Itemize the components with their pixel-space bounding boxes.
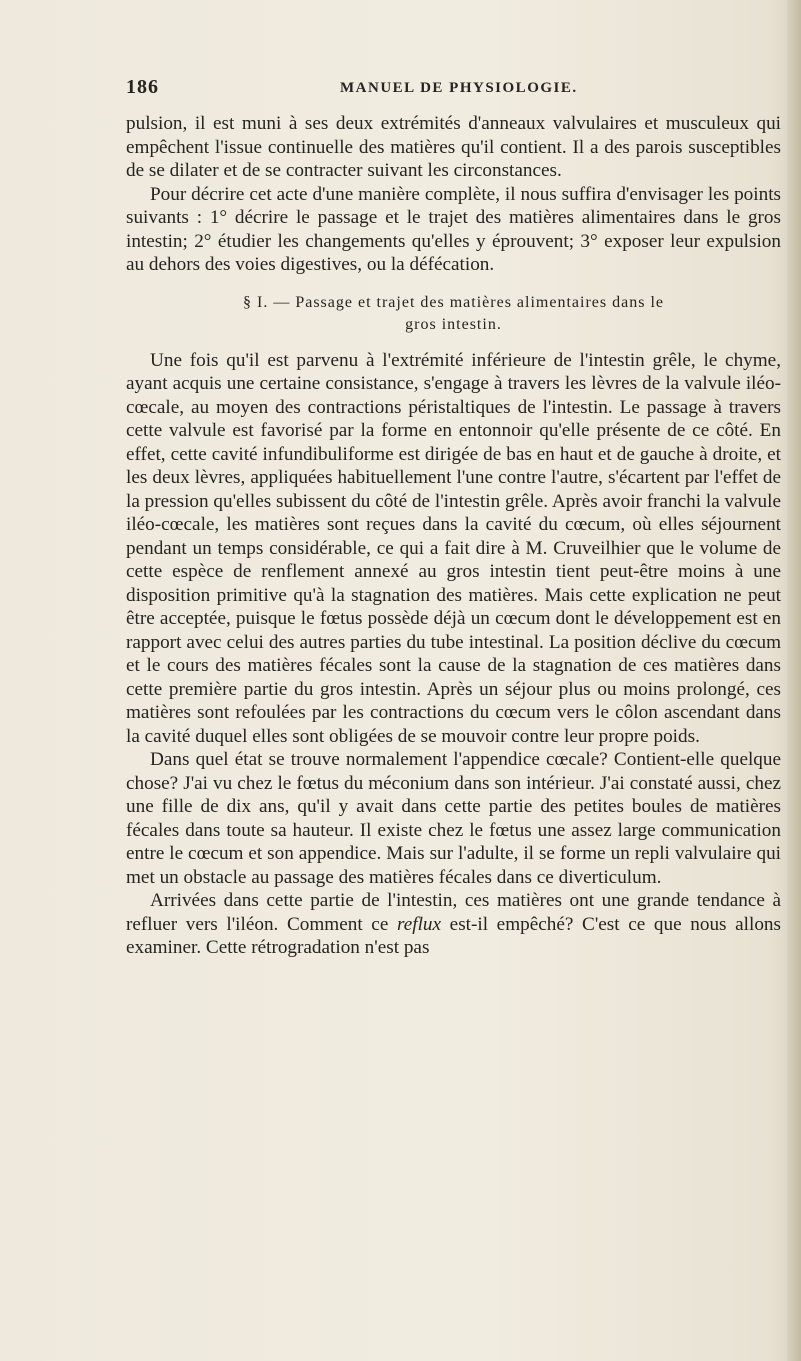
running-head: MANUEL DE PHYSIOLOGIE.: [340, 80, 578, 96]
page-header: [0, 76, 801, 104]
page-edge: [787, 0, 801, 1361]
paragraph-3: Une fois qu'il est parvenu à l'extrémité inférieure de l'intestin grêle, le chyme, ayant acquis une certaine consistance, s'engage à travers les lèvres de la valvule iléo-cœcale, au moyen des contractions péristaltiques de l'intestin. Le passage à travers cette valvule est favorisé par la forme en entonnoir qu'elle présente de ce côté. En effet, cette cavité infundibuliforme est dirigée de bas en haut et de gauche à droite, et les deux lèvres, appliquées habituellement l'une contre l'autre, s'écartent par l'effet de la pression qu'elles subissent du côté de l'intestin grêle. Après avoir franchi la valvule iléo-cœcale, les matières sont reçues dans la cavité du cœcum, où elles séjournent pendant un temps considérable, ce qui a fait dire à M. Cruveilhier que le volume de cette espèce de renflement annexé au gros intestin tient peut-être moins à une disposition primitive qu'à la stagnation des matières. Mais cette explication ne peut être acceptée, puisque le fœtus possède déjà un cœcum dont le développement est en rapport avec celui des autres parties du tube intestinal. La position déclive du cœcum et le cours des matières fécales sont la cause de la stagnation de ces matières dans cette première partie du gros intestin. Après un séjour plus ou moins prolongé, ces matières sont refoulées par les contractions du cœcum vers le côlon ascendant dans la cavité duquel elles sont obligées de se mouvoir contre leur propre poids.: [126, 349, 781, 747]
section-heading-line-1: § I. — Passage et trajet des matières alimentaires dans le: [243, 293, 664, 311]
paragraph-5-start: Arrivées dans cette partie de l'intestin, ces matières ont une grande tendance à refluer vers l'iléon. Comment ce: [126, 890, 781, 935]
section-heading: [126, 292, 781, 336]
paragraph-5: [126, 889, 781, 960]
paragraph-4: Dans quel état se trouve normalement l'appendice cœcale? Contient-elle quelque chose? J'ai vu chez le fœtus du méconium dans son intérieur. J'ai constaté aussi, chez une fille de dix ans, qu'il y avait dans cette partie des petites boules de matières fécales dans toute sa hauteur. Il existe chez le fœtus une assez large communication entre le cœcum et son appendice. Mais sur l'adulte, il se forme un repli valvulaire qui met un obstacle au passage des matières fécales dans ce diverticulum.: [126, 749, 781, 888]
italic-term: reflux: [396, 913, 442, 935]
section-heading-line-2: gros intestin.: [405, 315, 502, 333]
paragraph-2: Pour décrire cet acte d'une manière complète, il nous suffira d'envisager les points suivants : 1° décrire le passage et le trajet des matières alimentaires dans le gros intestin; 2° étudier les changements qu'elles y éprouvent; 3° exposer leur expulsion au dehors des voies digestives, ou la défécation.: [126, 183, 781, 275]
body-text: [126, 112, 781, 960]
page-number: 186: [126, 76, 159, 98]
paragraph-5-end: est-il empêché? C'est ce que nous allons examiner. Cette rétrogradation n'est pas: [126, 913, 781, 958]
paragraph-1: pulsion, il est muni à ses deux extrémités d'anneaux valvulaires et musculeux qui empêchent l'issue continuelle des matières qu'il contient. Il a des parois susceptibles de se dilater et de se contracter suivant les circonstances.: [126, 113, 781, 181]
